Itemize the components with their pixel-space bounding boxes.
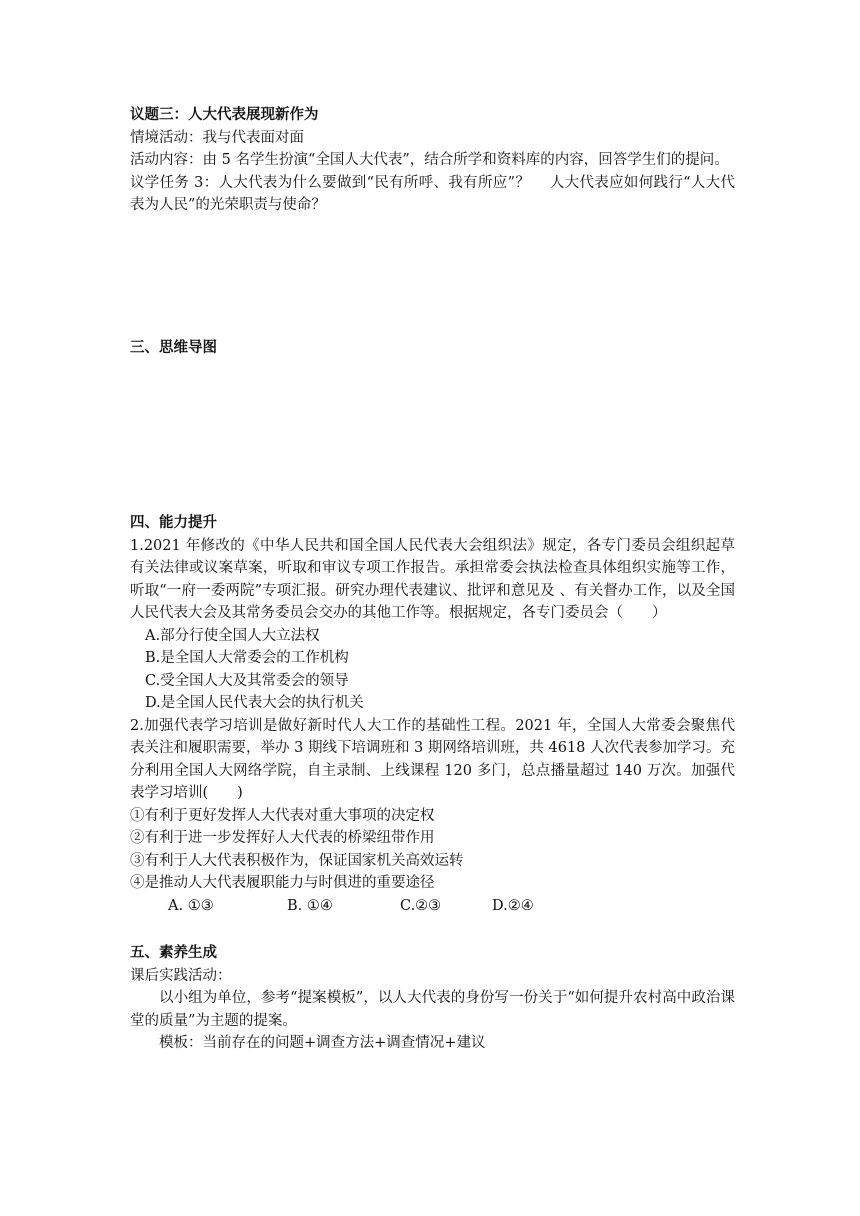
question-2-options	[130, 895, 735, 918]
topic-title: 议题三：人大代表展现新作为	[130, 106, 319, 123]
activity-line: 情境活动：我与代表面对面	[130, 129, 304, 146]
mind-map-heading: 三、思维导图	[130, 339, 217, 356]
question-2-stem: 2.加强代表学习培训是做好新时代人大工作的基础性工程。2021 年，全国人大常委会聚焦代表关注和履职需要，举办 3 期线下培调班和 3 期网络培训班，共 4618 人次代表参加学习。充分利用全国人大网络学院，自主录制、上线课程 120 多门，总点播量超过 140 万次。加强代表学习培训( )	[130, 717, 736, 801]
topic-three-block	[130, 104, 735, 217]
activity-content: 活动内容：由 5 名学生扮演“全国人大代表”，结合所学和资料库的内容，回答学生们的提问。	[130, 152, 729, 168]
literacy-section	[130, 942, 735, 1055]
practice-paragraph: 以小组为单位，参考“提案模板”，以人大代表的身份写一份关于“如何提升农村高中政治课堂的质量”为主题的提案。	[130, 990, 735, 1029]
literacy-heading: 五、素养生成	[130, 944, 217, 961]
question-2-statement-2: ②有利于进一步发挥好人大代表的桥梁纽带作用	[130, 830, 435, 846]
mind-map-section	[130, 337, 735, 360]
question-1-stem: 1.2021 年修改的《中华人民共和国全国人民代表大会组织法》规定，各专门委员会组织起草有关法律或议案草案，听取和审议专项工作报告。承担常委会执法检查具体组织实施等工作，听取“一府一委两院”专项汇报。研究办理代表建议、批评和意见及 、有关督办工作，以及全国人民代表大会及其常务委员会交办的其他工作等。根据规定，各专门委员会（ ）	[130, 537, 735, 621]
question-2-option-a: A. ①③	[168, 897, 214, 914]
question-1-option-c: C.受全国人大及其常委会的领导	[145, 672, 349, 689]
question-2-statement-4: ④是推动人大代表履职能力与时俱进的重要途径	[130, 875, 435, 891]
question-2-option-c: C.②③	[400, 897, 442, 914]
proposal-template: 模板：当前存在的问题+调查方法+调查情况+建议	[159, 1035, 486, 1051]
question-2-option-d: D.②④	[492, 897, 534, 914]
study-task: 议学任务 3：人大代表为什么要做到“民有所呼、我有所应”？ 人大代表应如何践行“人大代表为人民”的光荣职责与使命？	[130, 174, 735, 213]
question-1-option-d: D.是全国人民代表大会的执行机关	[145, 695, 364, 711]
question-2-statement-1: ①有利于更好发挥人大代表对重大事项的决定权	[130, 807, 435, 824]
question-2-option-b: B. ①④	[287, 897, 333, 914]
question-1-option-a: A.部分行使全国人大立法权	[145, 627, 320, 644]
ability-section	[130, 512, 735, 917]
practice-intro: 课后实践活动：	[130, 967, 232, 984]
question-2-statement-3: ③有利于人大代表积极作为，保证国家机关高效运转	[130, 852, 464, 869]
question-1-option-b: B.是全国人大常委会的工作机构	[145, 650, 349, 666]
ability-heading: 四、能力提升	[130, 514, 217, 531]
